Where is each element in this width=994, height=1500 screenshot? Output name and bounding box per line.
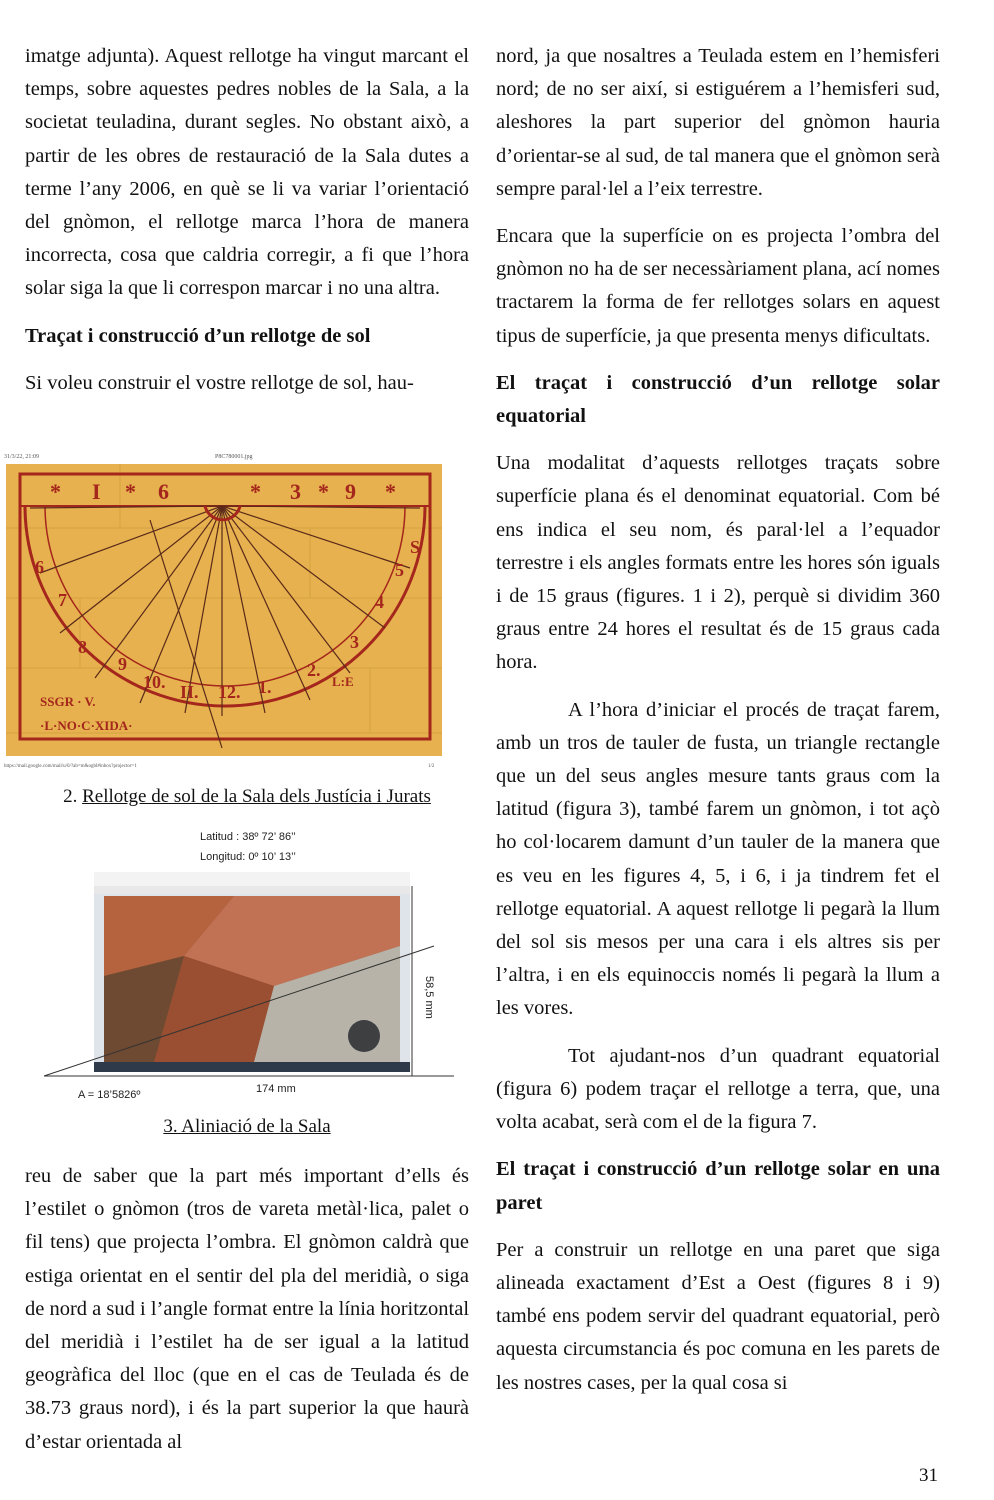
photo-footer-page: 1/2 [428,764,435,769]
paragraph: imatge adjunta). Aquest rellotge ha vingut marcant el temps, sobre aquestes pedres nobles de la Sala, a la societat teuladina, durant segles. No obstant això, a partir de les obres de restauració de la Sala dutes a terme l’any 2006, en què se li va variar l’orientació del gnòmon, el rellotge marca l’hora de manera incorrecta, cosa que caldria corregir, a fi que l’hora solar siga la que li correspon marcar i no una altra. [25,45,469,300]
svg-text:5: 5 [395,560,404,580]
inscription-2: ·L·NO·C·XIDA· [40,718,133,733]
sundial-photo [0,448,450,772]
figure-2-caption-text: Rellotge de sol de la Sala dels Justícia i Jurats [82,786,431,807]
svg-text:3: 3 [290,479,301,504]
angle-label: A = 18’5826º [78,1089,141,1101]
figure-2-caption: 2. Rellotge de sol de la Sala dels Justícia i Jurats [63,786,431,807]
right-column [496,40,940,1400]
inscription-3: L:E [332,674,354,689]
svg-text:*: * [250,479,261,504]
svg-text:*: * [125,479,136,504]
svg-text:4: 4 [375,592,384,612]
height-label: 58,5 mm [423,976,435,1019]
svg-text:*: * [318,479,329,504]
svg-text:II.: II. [180,682,199,702]
photo-header-file: P8C780001.jpg [215,454,253,460]
latitude-label: Latitud : 38º 72’ 86’’ [200,831,296,843]
paragraph: reu de saber que la part més important d’ells és l’estilet o gnòmon (tros de vareta metàl·lica, palet o fil tens) que projecta l’ombra. El gnòmon caldrà que estiga orientat en el sentir del pla del meridià, o siga de nord a sud i l’angle format entre la línia horitzontal del meridià i l’estilet ha de ser igual a la latitud geogràfica del lloc (que en el cas de Teulada és de 38.73 graus nord), i és la part superior la que haurà d’estar orientada al [25,1165,470,1453]
photo-footer-url: https://mail.google.com/mail/u/0/?ab=m&ogbl#inbox?projector=1 [4,764,137,769]
svg-text:*: * [50,479,61,504]
svg-text:9: 9 [345,479,356,504]
left-column-continued [25,1160,469,1459]
svg-text:S: S [410,537,421,557]
svg-text:10.: 10. [143,672,166,692]
inscription-1: SSGR · V. [40,694,96,709]
photo-header-date: 31/3/22, 21:09 [4,454,40,460]
paragraph: nord, ja que nosaltres a Teulada estem en l’hemisferi nord; de no ser així, si estiguérem a l’hemisferi sud, aleshores la part superior del gnòmon hauria d’orientar-se al sud, de tal manera que el gnòmon serà sempre paral·lel a l’eix terrestre. [496,45,940,200]
longitude-label: Longitud: 0º 10’ 13’’ [200,851,296,863]
svg-text:3: 3 [350,632,359,652]
svg-text:2.: 2. [307,660,321,680]
paragraph: A l’hora d’iniciar el procés de traçat farem, amb un tros de tauler de fusta, un triangle rectangle que un del seus angles mesure tants graus com la latitud (figura 3), també farem un gnòmon, i tot açò ho col·locarem damunt d’un tauler de la manera que es veu en les figures 4, 5, i 6, i ja tindrem fet el rellotge equatorial. A aquest rellotge li pegarà la llum del sol sis mesos per una cara i els altres sis per l’altra, i en els equinoccis només li pegarà la llum a les vores. [496,698,940,1020]
paragraph: Encara que la superfície on es projecta l’ombra del gnòmon no ha de ser necessàriament plana, ací nomes tractarem la forma de fer rellotges solars en aquest tipus de superfície, ja que presenta menys dificultats. [496,225,940,347]
svg-text:*: * [385,479,396,504]
svg-text:1.: 1. [258,677,272,697]
svg-text:7: 7 [58,590,67,610]
section-heading: El traçat i construcció d’un rellotge solar equatorial [496,371,940,428]
paragraph: Una modalitat d’aquests rellotges traçats sobre superfície plana és el denominat equatorial. Com bé ens indica el seu nom, és paral·lel a l’equador terrestre i els angles formats entre les hores són iguals i de 15 graus (figures. 1 i 2), perquè si dividim 360 graus entre 24 hores el resultat és de 15 graus cada hora. [496,452,940,674]
svg-text:6: 6 [158,479,169,504]
width-label: 174 mm [256,1083,296,1095]
svg-text:6: 6 [35,557,44,577]
left-column [25,40,469,400]
paragraph: Tot ajudant-nos d’un quadrant equatorial (figura 6) podem traçar el rellotge a terra, que, una volta acabat, serà com el de la figura 7. [496,1044,940,1134]
svg-text:I: I [92,479,101,504]
svg-text:12.: 12. [218,682,241,702]
page-number: 31 [919,1465,938,1486]
paragraph: Si voleu construir el vostre rellotge de sol, hau- [25,371,414,394]
section-heading: Traçat i construcció d’un rellotge de sol [25,324,371,347]
svg-text:9: 9 [118,654,127,674]
figure-3-caption: 3. Aliniació de la Sala [163,1116,331,1137]
svg-text:8: 8 [78,637,87,657]
section-heading: El traçat i construcció d’un rellotge solar en una paret [496,1158,940,1214]
aerial-alignment-figure [34,826,454,1116]
paragraph: Per a construir un rellotge en una paret que siga alineada exactament d’Est a Oest (figures 8 i 9) també ens podem servir del quadrant equatorial, però aquesta circumstancia és poc comuna en les parets de les nostres cases, per la qual cosa si [496,1238,940,1394]
